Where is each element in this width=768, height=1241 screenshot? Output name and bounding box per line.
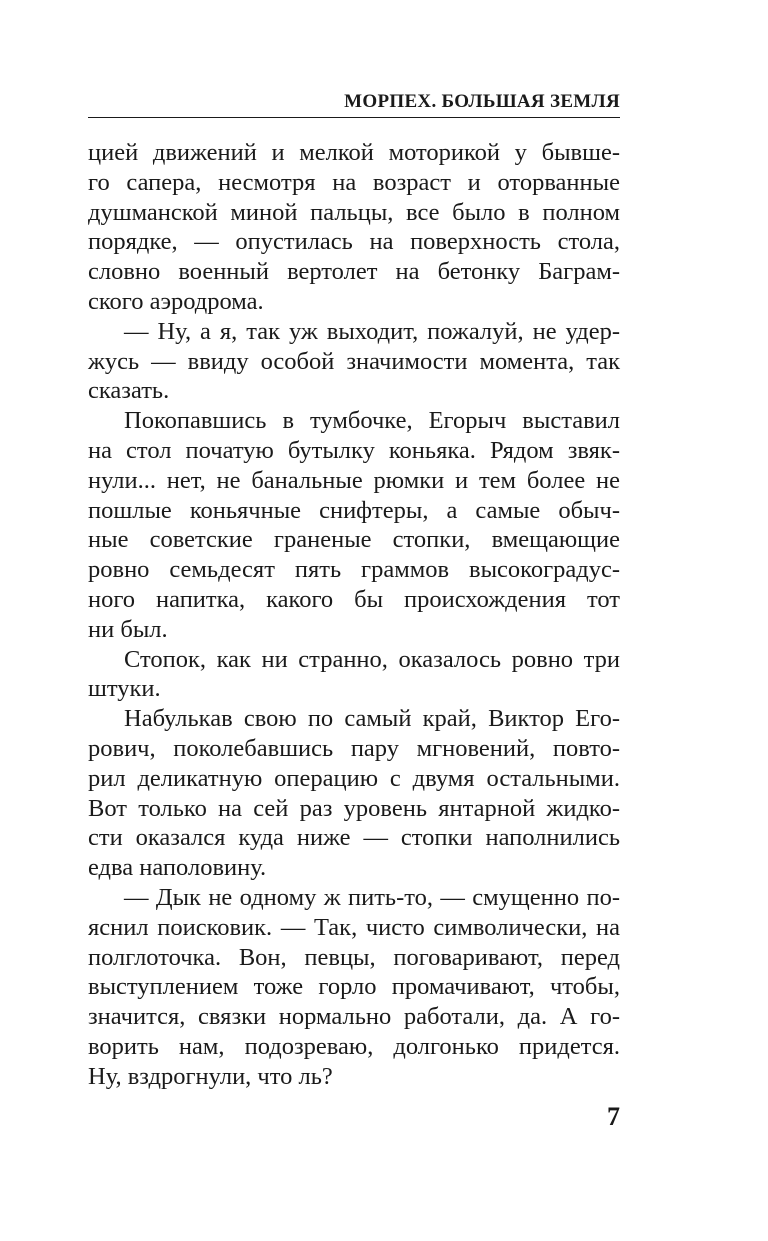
text-line: Покопавшись в тумбочке, Егорыч выставил: [124, 407, 620, 435]
text-line: ровно семьдесят пять граммов высокоградус-: [88, 556, 620, 584]
text-line: пошлые коньячные снифтеры, а самые обыч-: [88, 496, 620, 524]
text-line: цией движений и мелкой моторикой у бывше-: [88, 139, 620, 166]
text-line: порядке, — опустилась на поверхность стола,: [88, 228, 620, 256]
text-line: душманской миной пальцы, все было в полном: [88, 198, 620, 226]
text-line: Стопок, как ни странно, оказалось ровно три: [124, 645, 620, 673]
paragraph-4: [88, 645, 620, 705]
page-body: [88, 138, 620, 1092]
text-line: сказать.: [88, 377, 170, 405]
text-line: сти оказался куда ниже — стопки наполнились: [88, 824, 620, 852]
text-line: жусь — ввиду особой значимости момента, так: [88, 347, 620, 375]
text-line: Набулькав свою по самый край, Виктор Его-: [124, 705, 620, 733]
text-line: полглоточка. Вон, певцы, поговаривают, перед: [88, 943, 620, 971]
text-line: нули... нет, не банальные рюмки и тем более не: [88, 466, 620, 494]
text-line: едва наполовину.: [88, 854, 267, 882]
text-line: го сапера, несмотря на возраст и оторванные: [88, 168, 620, 196]
header-divider: [88, 117, 620, 118]
paragraph-6: [88, 883, 620, 1092]
text-line: ные советские граненые стопки, вмещающие: [88, 526, 620, 554]
paragraph-5: [88, 704, 620, 883]
text-line: штуки.: [88, 675, 161, 703]
paragraph-3: [88, 406, 620, 644]
text-line: — Дык не одному ж пить-то, — смущенно по-: [124, 883, 620, 911]
running-header-title: МОРПЕХ. БОЛЬШАЯ ЗЕМЛЯ: [344, 91, 620, 112]
text-line: ского аэродрома.: [88, 287, 264, 315]
text-line: значится, связки нормально работали, да. А го-: [88, 1003, 620, 1031]
paragraph-1: [88, 138, 620, 317]
text-line: Ну, вздрогнули, что ль?: [88, 1062, 333, 1090]
text-line: — Ну, а я, так уж выходит, пожалуй, не удер-: [124, 317, 620, 345]
text-line: ворить нам, подозреваю, долгонько придется.: [88, 1032, 620, 1060]
paragraph-2: [88, 317, 620, 406]
page-number: 7: [607, 1102, 620, 1131]
text-line: рович, поколебавшись пару мгновений, повто-: [88, 734, 620, 762]
text-line: ного напитка, какого бы происхождения тот: [88, 585, 620, 613]
text-line: Вот только на сей раз уровень янтарной жидко-: [88, 794, 620, 822]
text-line: рил деликатную операцию с двумя остальными.: [88, 764, 620, 792]
text-line: на стол початую бутылку коньяка. Рядом звяк-: [88, 436, 620, 464]
text-line: словно военный вертолет на бетонку Баграм-: [88, 258, 620, 286]
text-line: ни был.: [88, 615, 168, 643]
text-line: яснил поисковик. — Так, чисто символически, на: [88, 913, 620, 941]
text-line: выступлением тоже горло промачивают, чтобы,: [88, 973, 620, 1001]
